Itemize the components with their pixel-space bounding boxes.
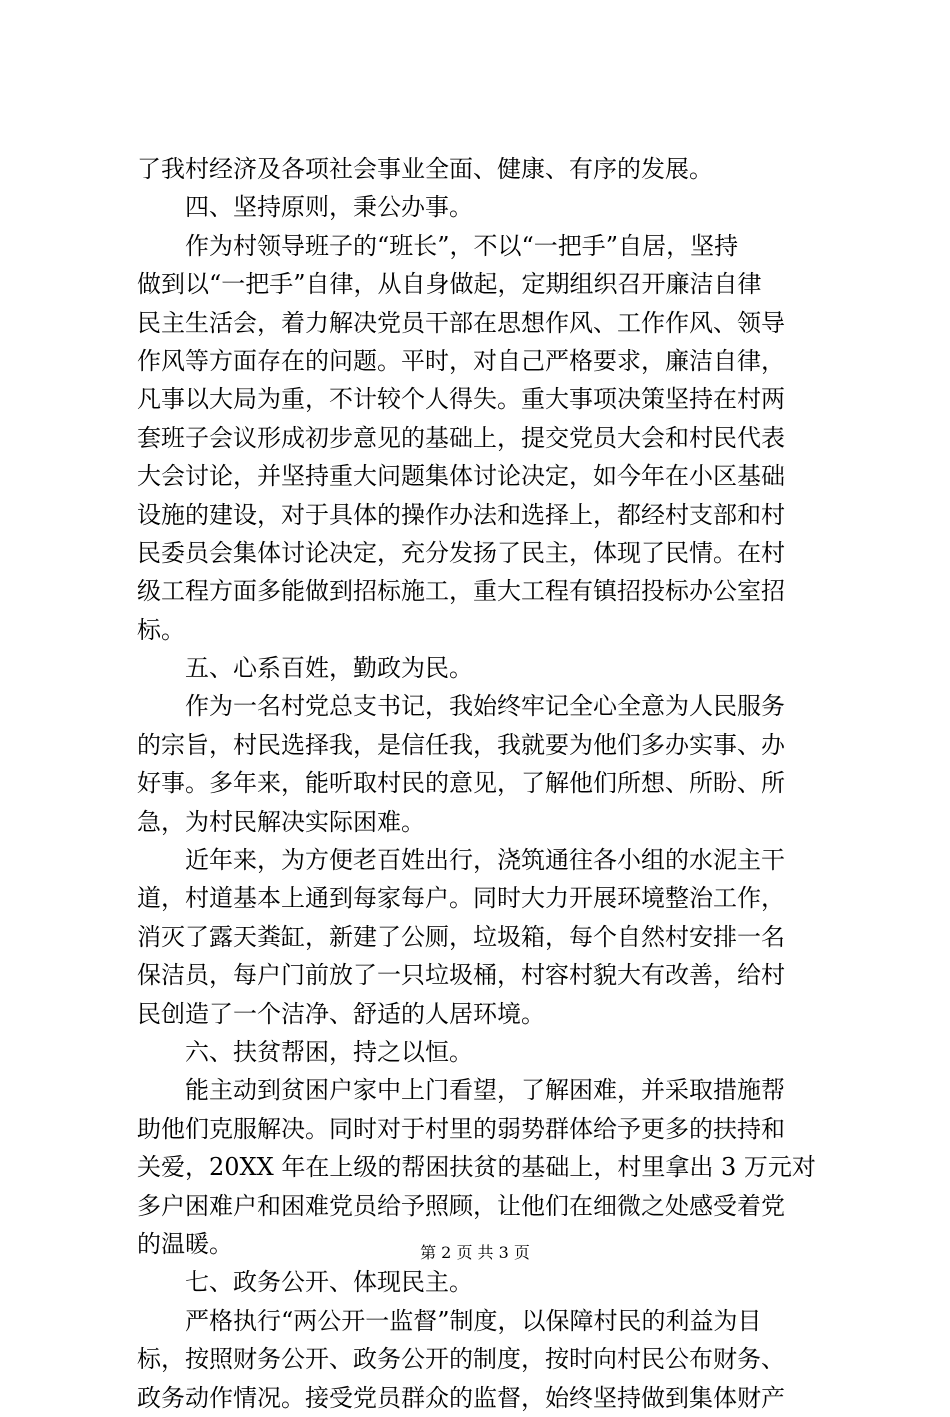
text-line: 设施的建设，对于具体的操作办法和选择上，都经村支部和村 (137, 500, 785, 529)
text-line: 能主动到贫困户家中上门看望，了解困难，并采取措施帮 (185, 1076, 785, 1105)
text-line: 民委员会集体讨论决定，充分发扬了民主，体现了民情。在村 (137, 538, 785, 567)
text-line: 道，村道基本上通到每家每户。同时大力开展环境整治工作， (137, 884, 785, 913)
text-line: 好事。多年来，能听取村民的意见，了解他们所想、所盼、所 (137, 769, 785, 798)
text-line: 作为村领导班子的“班长”，不以“一把手”自居，坚持 (185, 231, 739, 260)
text-line: 助他们克服解决。同时对于村里的弱势群体给予更多的扶持和 (137, 1114, 785, 1143)
text-line: 了我村经济及各项社会事业全面、健康、有序的发展。 (137, 155, 713, 183)
page-footer: 第 2 页 共 3 页 (420, 1243, 530, 1262)
text-line: 政务动作情况。接受党员群众的监督，始终坚持做到集体财产 (137, 1383, 785, 1412)
text-line: 作风等方面存在的问题。平时，对自己严格要求，廉洁自律， (137, 346, 785, 375)
text-line: 民主生活会，着力解决党员干部在思想作风、工作作风、领导 (137, 308, 785, 337)
text-line: 七、政务公开、体现民主。 (185, 1268, 473, 1297)
text-line: 凡事以大局为重，不计较个人得失。重大事项决策坚持在村两 (137, 385, 785, 414)
text-line: 民创造了一个洁净、舒适的人居环境。 (137, 999, 545, 1028)
text-line: 做到以“一把手”自律，从自身做起，定期组织召开廉洁自律 (137, 270, 762, 299)
text-line: 严格执行“两公开一监督”制度，以保障村民的利益为目 (185, 1306, 762, 1335)
text-line: 急，为村民解决实际困难。 (137, 807, 425, 836)
text-line: 保洁员，每户门前放了一只垃圾桶，村容村貌大有改善，给村 (137, 961, 785, 990)
text-line: 消灭了露天粪缸，新建了公厕，垃圾箱，每个自然村安排一名 (137, 922, 785, 951)
text-line: 六、扶贫帮困，持之以恒。 (185, 1037, 473, 1066)
text-line: 的宗旨，村民选择我，是信任我，我就要为他们多办实事、办 (137, 730, 785, 759)
text-line: 套班子会议形成初步意见的基础上，提交党员大会和村民代表 (137, 423, 785, 452)
text-line: 大会讨论，并坚持重大问题集体讨论决定，如今年在小区基础 (137, 462, 785, 491)
text-line: 级工程方面多能做到招标施工，重大工程有镇招投标办公室招 (137, 577, 785, 606)
text-line: 标。 (137, 615, 185, 644)
text-line: 五、心系百姓，勤政为民。 (185, 654, 473, 683)
text-line: 多户困难户和困难党员给予照顾，让他们在细微之处感受着党 (137, 1191, 785, 1220)
text-line: 近年来，为方便老百姓出行，浇筑通往各小组的水泥主干 (185, 846, 785, 875)
text-line: 的温暖。 (137, 1229, 233, 1258)
text-line: 标，按照财务公开、政务公开的制度，按时向村民公布财务、 (137, 1345, 785, 1374)
text-line: 作为一名村党总支书记，我始终牢记全心全意为人民服务 (185, 692, 785, 721)
document-body (137, 150, 817, 1417)
text-line: 关爱，20XX 年在上级的帮困扶贫的基础上，村里拿出 3 万元对 (137, 1153, 816, 1182)
text-line: 四、坚持原则，秉公办事。 (185, 193, 473, 222)
